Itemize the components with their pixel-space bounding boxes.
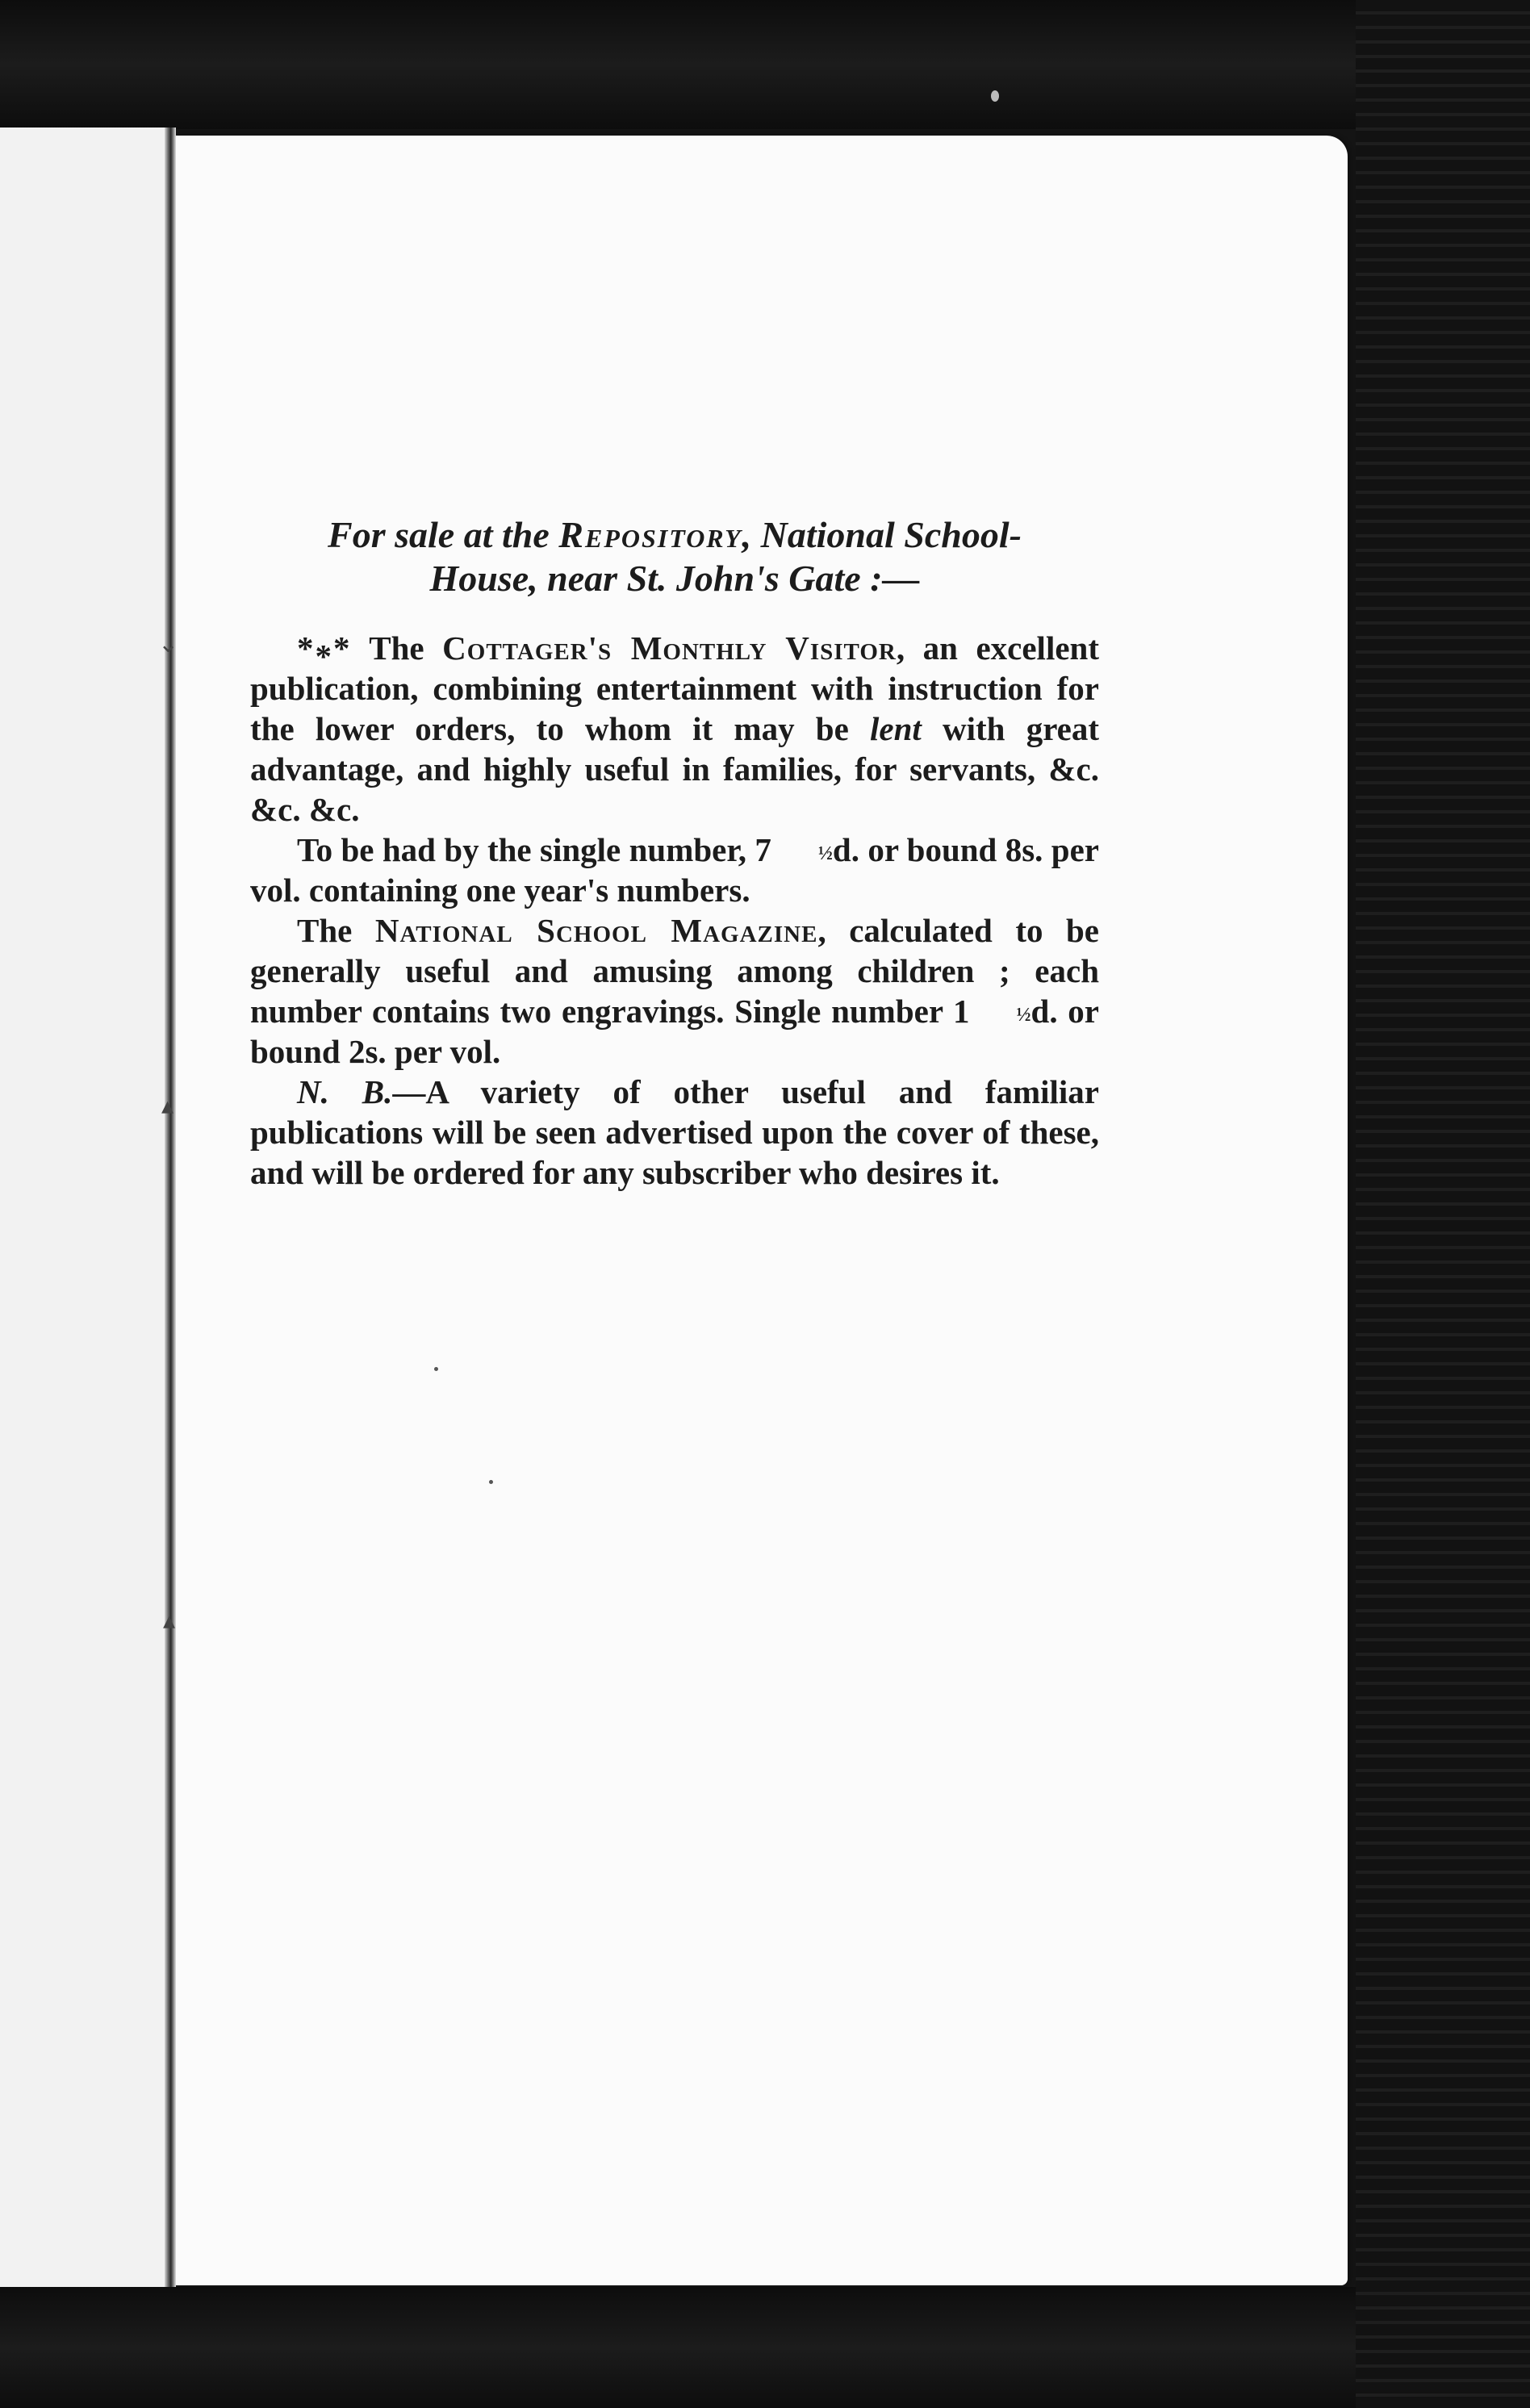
paragraph-nota-bene [250, 1072, 1099, 1193]
heading-repository: Repository [558, 514, 742, 555]
asterism-star: * [315, 638, 333, 675]
paragraph-price-visitor [250, 830, 1099, 910]
advertisement-text [250, 513, 1099, 1193]
gutter-mark-icon: ⌄ [158, 630, 179, 658]
fraction-half: ½ [817, 842, 833, 864]
adjacent-page-left [0, 128, 166, 2287]
para3-text-1: , calculated to be generally useful and amusing among children ; each number contains two engravings. Single number 1 [250, 912, 1099, 1030]
gutter-mark-icon: ▴ [161, 1092, 174, 1120]
asterism-star: * [297, 629, 316, 667]
ink-speck [991, 90, 999, 102]
heading-line2: House, near St. John's Gate :— [429, 558, 920, 599]
heading-line1-prefix: For sale at the [328, 514, 559, 555]
paragraph-school-magazine [250, 910, 1099, 1072]
para3-lead: The [297, 912, 375, 949]
ink-speck [489, 1480, 493, 1484]
para4-text: —A variety of other useful and familiar publications will be seen advertised upon the cover of these, and will be ordered for any subscriber who desires it. [250, 1073, 1099, 1191]
gutter-mark-icon: ▴ [163, 1607, 176, 1635]
book-gutter [165, 128, 176, 2287]
book-page [176, 136, 1348, 2285]
title-national-school-magazine: National School Magazine [374, 912, 818, 949]
advertisement-heading [250, 513, 1099, 600]
paragraph-cottagers-visitor [250, 628, 1099, 830]
ink-speck [434, 1367, 438, 1371]
para2-text-1: To be had by the single number, 7 [297, 831, 771, 868]
para1-text-1: , an excellent publication, combining entertainment with instruction for the lower orders, to whom it may be [250, 629, 1099, 747]
scan-top-band [0, 0, 1530, 129]
para3-text-2: d. or bound 2s. per vol. [250, 993, 1099, 1070]
asterism-star: * [333, 629, 352, 667]
title-cottagers-monthly-visitor: Cottager's Monthly Visitor [442, 629, 897, 667]
para1-lead: The [351, 629, 443, 667]
scan-right-background [1356, 0, 1530, 2408]
fraction-half: ½ [1016, 1004, 1031, 1026]
para1-lent: lent [870, 710, 922, 747]
asterism [297, 629, 352, 675]
heading-line1-suffix: , National School- [742, 514, 1022, 555]
para1-text-2: with great advantage, and highly useful in families, for servants, &c. &c. &c. [250, 710, 1099, 828]
para2-text-2: d. or bound 8s. per vol. containing one year's numbers. [250, 831, 1099, 909]
nota-bene: N. B. [297, 1073, 393, 1110]
scan-bottom-band [0, 2287, 1530, 2408]
